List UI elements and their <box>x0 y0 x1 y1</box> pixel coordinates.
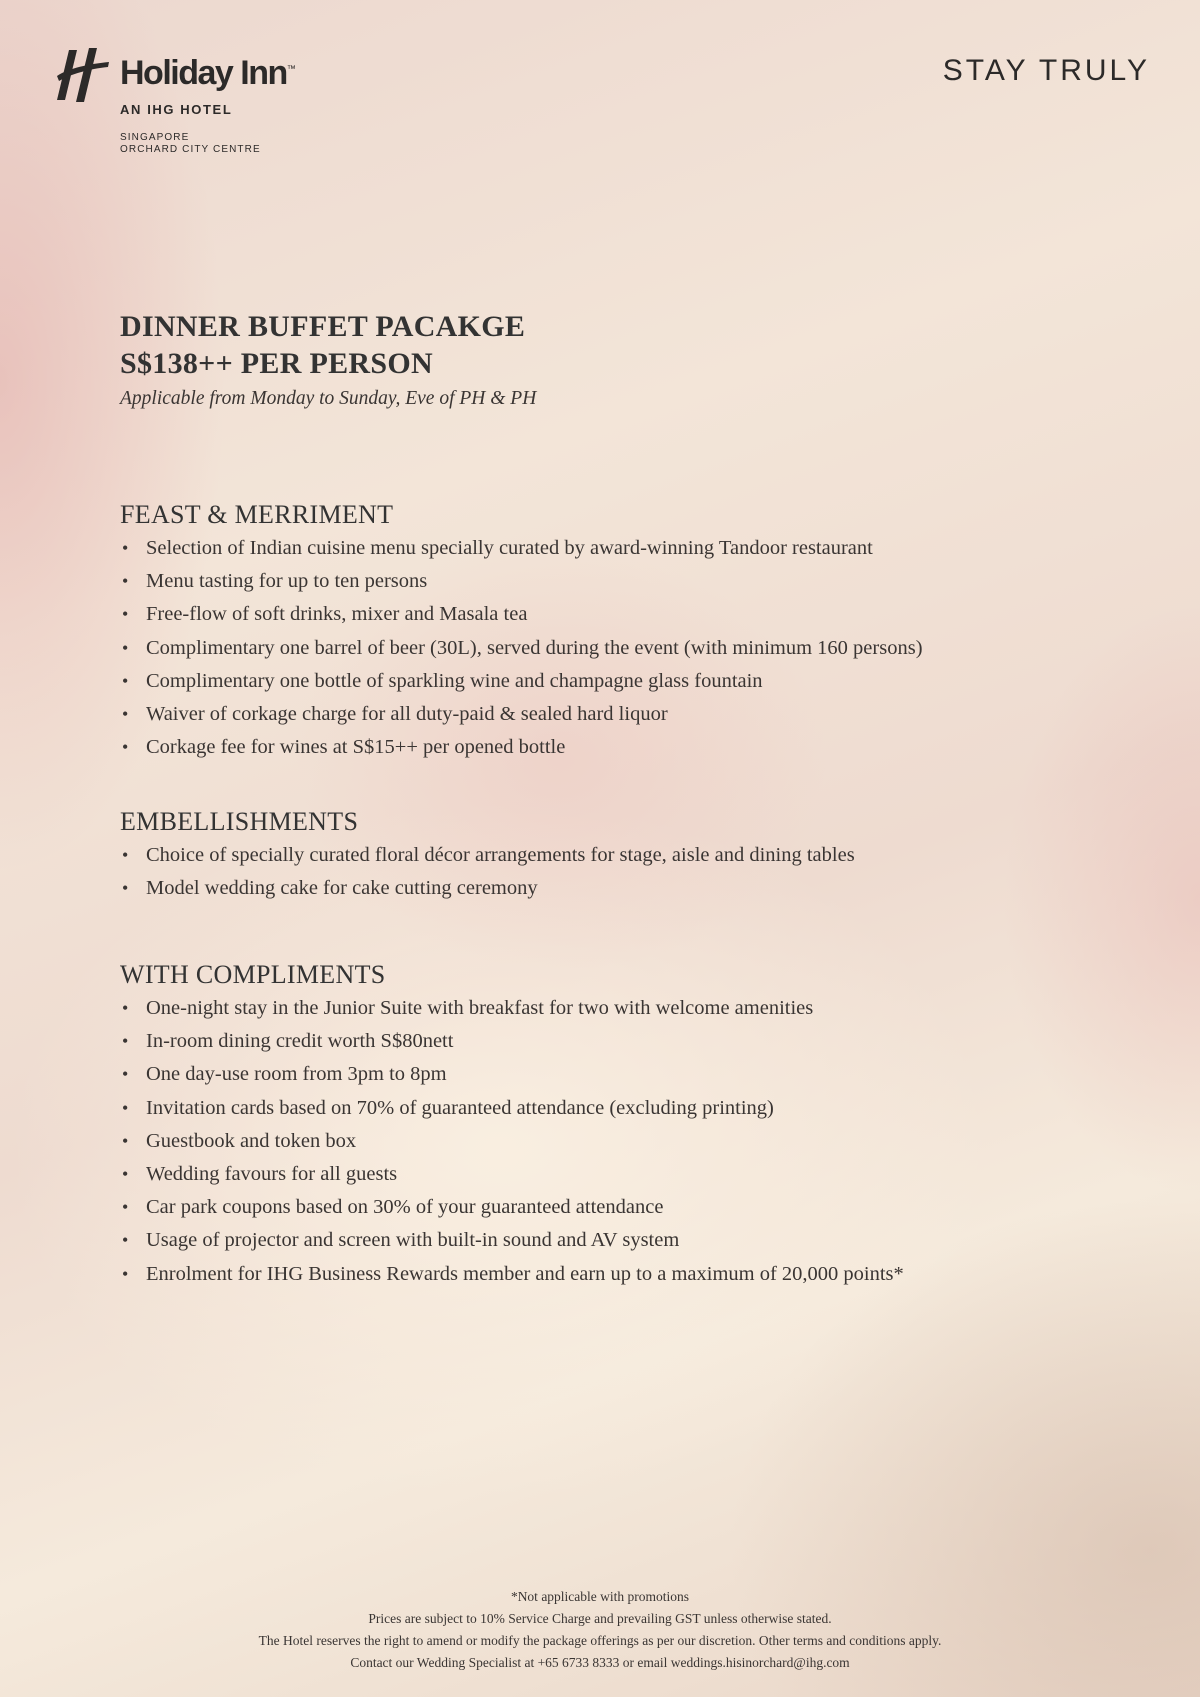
holiday-inn-h-icon <box>55 46 110 104</box>
list-item: • Free-flow of soft drinks, mixer and Masala tea <box>120 598 923 631</box>
logo-subtitle: AN IHG HOTEL <box>120 102 233 117</box>
section-heading: WITH COMPLIMENTS <box>120 960 386 989</box>
logo-location <box>120 132 261 156</box>
list-item: • Waiver of corkage charge for all duty-paid & sealed hard liquor <box>120 698 923 731</box>
list-item: • Wedding favours for all guests <box>120 1158 904 1191</box>
logo-location-line2: ORCHARD CITY CENTRE <box>120 144 261 155</box>
package-price: S$138++ PER PERSON <box>120 347 433 380</box>
section-feast <box>120 500 923 764</box>
tagline: STAY TRULY <box>942 54 1150 87</box>
list-item: • Choice of specially curated floral décor arrangements for stage, aisle and dining tables <box>120 839 855 872</box>
section-heading: FEAST & MERRIMENT <box>120 500 394 529</box>
feast-list <box>120 532 923 764</box>
list-item: • One day-use room from 3pm to 8pm <box>120 1058 904 1091</box>
footer-notes <box>0 1586 1200 1674</box>
footer-terms-note: The Hotel reserves the right to amend or modify the package offerings as per our discretion. Other terms and conditions apply. <box>258 1633 942 1648</box>
list-item: • Usage of projector and screen with built-in sound and AV system <box>120 1224 904 1257</box>
list-item: • One-night stay in the Junior Suite with breakfast for two with welcome amenities <box>120 992 904 1025</box>
list-item: • Complimentary one barrel of beer (30L), served during the event (with minimum 160 persons) <box>120 632 923 665</box>
footer-promo-note: *Not applicable with promotions <box>510 1589 690 1604</box>
section-compliments <box>120 960 904 1291</box>
logo-location-line1: SINGAPORE <box>120 132 190 143</box>
section-heading: EMBELLISHMENTS <box>120 807 359 836</box>
package-applicability: Applicable from Monday to Sunday, Eve of PH & PH <box>120 388 537 409</box>
package-title: DINNER BUFFET PACAKGE <box>120 310 526 343</box>
list-item: • Enrolment for IHG Business Rewards member and earn up to a maximum of 20,000 points* <box>120 1258 904 1291</box>
compliments-list <box>120 992 904 1291</box>
footer-pricing-note: Prices are subject to 10% Service Charge and prevailing GST unless otherwise stated. <box>368 1611 832 1626</box>
list-item: • Selection of Indian cuisine menu specially curated by award-winning Tandoor restaurant <box>120 532 923 565</box>
list-item: • Corkage fee for wines at S$15++ per opened bottle <box>120 731 923 764</box>
embellishments-list <box>120 839 855 905</box>
list-item: • In-room dining credit worth S$80nett <box>120 1025 904 1058</box>
section-embellishments <box>120 807 855 905</box>
list-item: • Guestbook and token box <box>120 1125 904 1158</box>
hotel-logo <box>55 46 295 155</box>
package-title-block <box>120 308 536 410</box>
list-item: • Car park coupons based on 30% of your guaranteed attendance <box>120 1191 904 1224</box>
footer-contact: Contact our Wedding Specialist at +65 6733 8333 or email weddings.hisinorchard@ihg.com <box>350 1655 850 1670</box>
list-item: • Complimentary one bottle of sparkling wine and champagne glass fountain <box>120 665 923 698</box>
list-item: • Invitation cards based on 70% of guaranteed attendance (excluding printing) <box>120 1092 904 1125</box>
list-item: • Model wedding cake for cake cutting ceremony <box>120 872 855 905</box>
logo-wordmark: Holiday Inn™ <box>120 54 295 92</box>
list-item: • Menu tasting for up to ten persons <box>120 565 923 598</box>
